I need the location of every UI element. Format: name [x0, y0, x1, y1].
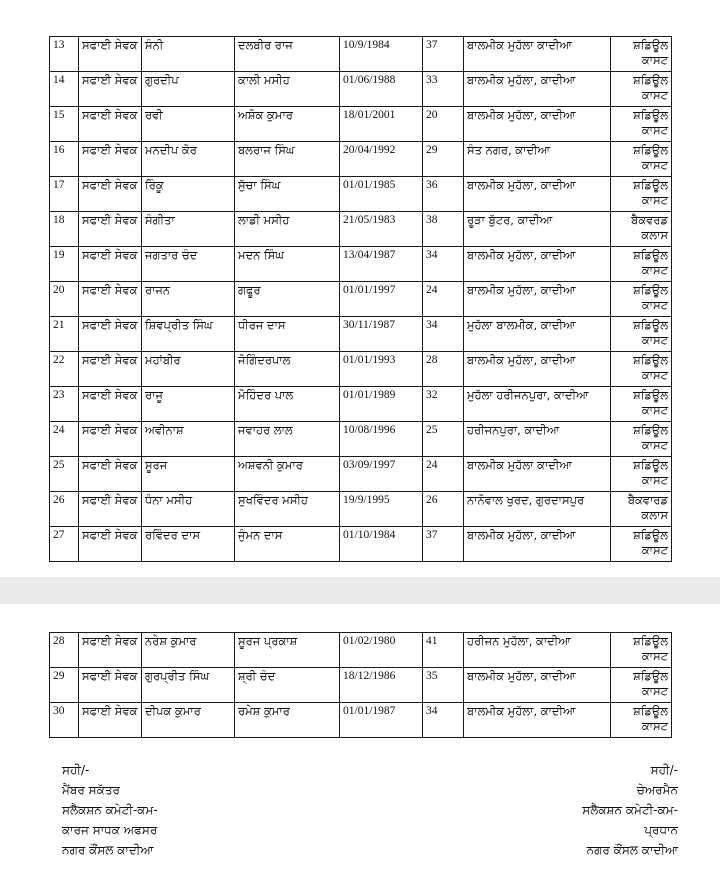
candidate-name-cell: ਗੁਰਪ੍ਰੀਤ ਸਿੰਘ — [142, 668, 235, 703]
father-name-cell: ਮਦਨ ਸਿੰਘ — [235, 247, 340, 282]
category-cell: ਬੈਕਵਾਰਡ ਕਲਾਸ — [611, 492, 672, 527]
post-cell: ਸਫਾਈ ਸੇਵਕ — [79, 107, 142, 142]
address-cell: ਮੁਹੱਲਾ ਹਰੀਜਨਪੁਰਾ, ਕਾਦੀਆ — [464, 387, 611, 422]
signature-committee: ਸਲੈਕਸ਼ਨ ਕਮੇਟੀ-ਕਮ- — [582, 803, 678, 817]
address-cell: ਬਾਲਮੀਕ ਮੁਹੱਲਾ, ਕਾਦੀਆ — [464, 282, 611, 317]
age-cell: 37 — [423, 37, 464, 72]
date-of-birth-cell: 30/11/1987 — [340, 317, 423, 352]
category-cell: ਸ਼ਡਿਊਲ ਕਾਸਟ — [611, 317, 672, 352]
date-of-birth-cell: 01/01/1985 — [340, 177, 423, 212]
signature-sd: ਸਹੀ/- — [650, 763, 678, 777]
age-cell: 33 — [423, 72, 464, 107]
father-name-cell: ਜਵਾਹਰ ਲਾਲ — [235, 422, 340, 457]
address-cell: ਰੂੜਾ ਬੁੱਟਰ, ਕਾਦੀਆ — [464, 212, 611, 247]
serial-number-cell: 26 — [50, 492, 79, 527]
post-cell: ਸਫਾਈ ਸੇਵਕ — [79, 72, 142, 107]
father-name-cell: ਧੀਰਜ ਦਾਸ — [235, 317, 340, 352]
date-of-birth-cell: 01/01/1997 — [340, 282, 423, 317]
category-cell: ਸ਼ਡਿਊਲ ਕਾਸਟ — [611, 633, 672, 668]
address-cell: ਬਾਲਮੀਕ ਮੁਹੱਲਾ, ਕਾਦੀਆ — [464, 352, 611, 387]
address-cell: ਬਾਲਮੀਕ ਮੁਹੱਲਾ, ਕਾਦੀਆ — [464, 527, 611, 562]
candidate-name-cell: ਰਵੀ — [142, 107, 235, 142]
post-cell: ਸਫਾਈ ਸੇਵਕ — [79, 633, 142, 668]
candidate-name-cell: ਦੀਪਕ ਕੁਮਾਰ — [142, 703, 235, 738]
table-row — [50, 212, 672, 247]
address-cell: ਹਰੀਜਨਪੁਰਾ, ਕਾਦੀਆ — [464, 422, 611, 457]
father-name-cell: ਜੋਗਿੰਦਰਪਾਲ — [235, 352, 340, 387]
post-cell: ਸਫਾਈ ਸੇਵਕ — [79, 387, 142, 422]
address-cell: ਬਾਲਮੀਕ ਮੁਹੱਲਾ, ਕਾਦੀਆ — [464, 177, 611, 212]
date-of-birth-cell: 01/02/1980 — [340, 633, 423, 668]
age-cell: 34 — [423, 703, 464, 738]
signature-designation: ਕਾਰਜ ਸਾਧਕ ਅਫਸਰ — [62, 823, 158, 837]
candidate-name-cell: ਸੰਨੀ — [142, 37, 235, 72]
father-name-cell: ਅਸ਼ੋਕ ਕੁਮਾਰ — [235, 107, 340, 142]
document-page-2 — [0, 604, 720, 891]
age-cell: 41 — [423, 633, 464, 668]
table-row — [50, 387, 672, 422]
post-cell: ਸਫਾਈ ਸੇਵਕ — [79, 212, 142, 247]
signature-block-member-secretary — [62, 760, 158, 860]
date-of-birth-cell: 19/9/1995 — [340, 492, 423, 527]
category-cell: ਸ਼ਡਿਊਲ ਕਾਸਟ — [611, 703, 672, 738]
table-row — [50, 72, 672, 107]
address-cell: ਬਾਲਮੀਕ ਮੁਹੱਲਾ, ਕਾਦੀਆ — [464, 247, 611, 282]
father-name-cell: ਕਾਲੀ ਮਸੀਹ — [235, 72, 340, 107]
candidate-table-body — [50, 633, 672, 738]
post-cell: ਸਫਾਈ ਸੇਵਕ — [79, 457, 142, 492]
candidate-name-cell: ਗੁਰਦੀਪ — [142, 72, 235, 107]
candidate-name-cell: ਧੰਨਾ ਮਸੀਹ — [142, 492, 235, 527]
table-row — [50, 422, 672, 457]
date-of-birth-cell: 21/05/1983 — [340, 212, 423, 247]
serial-number-cell: 29 — [50, 668, 79, 703]
serial-number-cell: 21 — [50, 317, 79, 352]
table-row — [50, 282, 672, 317]
father-name-cell: ਰਮੇਸ਼ ਕੁਮਾਰ — [235, 703, 340, 738]
father-name-cell: ਸੁੱਚਾ ਸਿੰਘ — [235, 177, 340, 212]
post-cell: ਸਫਾਈ ਸੇਵਕ — [79, 703, 142, 738]
age-cell: 36 — [423, 177, 464, 212]
category-cell: ਸ਼ਡਿਊਲ ਕਾਸਟ — [611, 142, 672, 177]
address-cell: ਮੁਹੱਲਾ ਬਾਲਮੀਕ, ਕਾਦੀਆ — [464, 317, 611, 352]
candidate-name-cell: ਜਗਤਾਰ ਚੰਦ — [142, 247, 235, 282]
serial-number-cell: 27 — [50, 527, 79, 562]
date-of-birth-cell: 01/01/1989 — [340, 387, 423, 422]
post-cell: ਸਫਾਈ ਸੇਵਕ — [79, 37, 142, 72]
table-row — [50, 527, 672, 562]
father-name-cell: ਦਲਬੀਰ ਰਾਜ — [235, 37, 340, 72]
post-cell: ਸਫਾਈ ਸੇਵਕ — [79, 177, 142, 212]
category-cell: ਸ਼ਡਿਊਲ ਕਾਸਟ — [611, 352, 672, 387]
serial-number-cell: 22 — [50, 352, 79, 387]
father-name-cell: ਗਫੂਰ — [235, 282, 340, 317]
address-cell: ਨਾਨੋਵਾਲ ਖੁਰਦ, ਗੁਰਦਾਸਪੁਰ — [464, 492, 611, 527]
date-of-birth-cell: 01/01/1993 — [340, 352, 423, 387]
post-cell: ਸਫਾਈ ਸੇਵਕ — [79, 142, 142, 177]
age-cell: 32 — [423, 387, 464, 422]
candidate-name-cell: ਮਹਾਂਬੀਰ — [142, 352, 235, 387]
category-cell: ਸ਼ਡਿਊਲ ਕਾਸਟ — [611, 457, 672, 492]
candidate-name-cell: ਨਰੇਸ਼ ਕੁਮਾਰ — [142, 633, 235, 668]
address-cell: ਸੰਤ ਨਗਰ, ਕਾਦੀਆ — [464, 142, 611, 177]
post-cell: ਸਫਾਈ ਸੇਵਕ — [79, 317, 142, 352]
date-of-birth-cell: 18/01/2001 — [340, 107, 423, 142]
serial-number-cell: 28 — [50, 633, 79, 668]
date-of-birth-cell: 10/08/1996 — [340, 422, 423, 457]
post-cell: ਸਫਾਈ ਸੇਵਕ — [79, 527, 142, 562]
table-row — [50, 668, 672, 703]
age-cell: 24 — [423, 282, 464, 317]
candidate-name-cell: ਰਾਜਨ — [142, 282, 235, 317]
table-row — [50, 107, 672, 142]
post-cell: ਸਫਾਈ ਸੇਵਕ — [79, 352, 142, 387]
category-cell: ਸ਼ਡਿਊਲ ਕਾਸਟ — [611, 37, 672, 72]
category-cell: ਸ਼ਡਿਊਲ ਕਾਸਟ — [611, 527, 672, 562]
signature-office: ਨਗਰ ਕੌਂਸਲ ਕਾਦੀਆ — [62, 843, 154, 857]
table-row — [50, 317, 672, 352]
candidate-table — [49, 36, 672, 562]
father-name-cell: ਬਲਰਾਜ ਸਿੰਘ — [235, 142, 340, 177]
date-of-birth-cell: 13/04/1987 — [340, 247, 423, 282]
category-cell: ਸ਼ਡਿਊਲ ਕਾਸਟ — [611, 107, 672, 142]
serial-number-cell: 20 — [50, 282, 79, 317]
serial-number-cell: 24 — [50, 422, 79, 457]
father-name-cell: ਮੋਹਿੰਦਰ ਪਾਲ — [235, 387, 340, 422]
candidate-name-cell: ਰਾਜੂ — [142, 387, 235, 422]
table-row — [50, 142, 672, 177]
category-cell: ਸ਼ਡਿਊਲ ਕਾਸਟ — [611, 668, 672, 703]
father-name-cell: ਸ਼੍ਰੀ ਚੰਦ — [235, 668, 340, 703]
candidate-table-body — [50, 37, 672, 562]
serial-number-cell: 15 — [50, 107, 79, 142]
category-cell: ਸ਼ਡਿਊਲ ਕਾਸਟ — [611, 282, 672, 317]
post-cell: ਸਫਾਈ ਸੇਵਕ — [79, 282, 142, 317]
table-row — [50, 633, 672, 668]
candidate-name-cell: ਰਵਿੰਦਰ ਦਾਸ — [142, 527, 235, 562]
address-cell: ਬਾਲਮੀਕ ਮੁਹੱਲਾ, ਕਾਦੀਆ — [464, 107, 611, 142]
candidate-name-cell: ਅਵੀਨਾਸ਼ — [142, 422, 235, 457]
post-cell: ਸਫਾਈ ਸੇਵਕ — [79, 422, 142, 457]
category-cell: ਸ਼ਡਿਊਲ ਕਾਸਟ — [611, 177, 672, 212]
category-cell: ਸ਼ਡਿਊਲ ਕਾਸਟ — [611, 247, 672, 282]
post-cell: ਸਫਾਈ ਸੇਵਕ — [79, 247, 142, 282]
category-cell: ਸ਼ਡਿਊਲ ਕਾਸਟ — [611, 72, 672, 107]
father-name-cell: ਜੁੰਮਨ ਦਾਸ — [235, 527, 340, 562]
age-cell: 34 — [423, 317, 464, 352]
signature-sd: ਸਹੀ/- — [62, 763, 90, 777]
age-cell: 20 — [423, 107, 464, 142]
father-name-cell: ਲਾਡੀ ਮਸੀਹ — [235, 212, 340, 247]
table-row — [50, 177, 672, 212]
candidate-name-cell: ਸੂਰਜ — [142, 457, 235, 492]
post-cell: ਸਫਾਈ ਸੇਵਕ — [79, 668, 142, 703]
date-of-birth-cell: 01/01/1987 — [340, 703, 423, 738]
age-cell: 28 — [423, 352, 464, 387]
signature-title: ਮੈਂਬਰ ਸਕੱਤਰ — [62, 783, 120, 797]
age-cell: 37 — [423, 527, 464, 562]
table-row — [50, 247, 672, 282]
table-row — [50, 703, 672, 738]
candidate-name-cell: ਸੰਗੀਤਾ — [142, 212, 235, 247]
age-cell: 38 — [423, 212, 464, 247]
date-of-birth-cell: 18/12/1986 — [340, 668, 423, 703]
address-cell: ਬਾਲਮੀਕ ਮੁਹੱਲਾ ਕਾਦੀਆ — [464, 457, 611, 492]
age-cell: 34 — [423, 247, 464, 282]
candidate-name-cell: ਸ਼ਿਵਪ੍ਰੀਤ ਸਿੰਘ — [142, 317, 235, 352]
age-cell: 35 — [423, 668, 464, 703]
table-row — [50, 352, 672, 387]
father-name-cell: ਅਸ਼ਵਨੀ ਕੁਮਾਰ — [235, 457, 340, 492]
table-row — [50, 457, 672, 492]
category-cell: ਬੈਕਵਰਡ ਕਲਾਸ — [611, 212, 672, 247]
signature-committee: ਸਲੈਕਸ਼ਨ ਕਮੇਟੀ-ਕਮ- — [62, 803, 158, 817]
address-cell: ਬਾਲਮੀਕ ਮੁਹੱਲਾ ਕਾਦੀਆ — [464, 37, 611, 72]
father-name-cell: ਸੁਖਵਿੰਦਰ ਮਸੀਹ — [235, 492, 340, 527]
date-of-birth-cell: 20/04/1992 — [340, 142, 423, 177]
serial-number-cell: 14 — [50, 72, 79, 107]
address-cell: ਬਾਲਮੀਕ ਮੁਹੱਲਾ, ਕਾਦੀਆ — [464, 668, 611, 703]
serial-number-cell: 13 — [50, 37, 79, 72]
age-cell: 26 — [423, 492, 464, 527]
candidate-name-cell: ਰਿੰਕੂ — [142, 177, 235, 212]
serial-number-cell: 30 — [50, 703, 79, 738]
candidate-table-continued — [49, 632, 672, 738]
signature-title: ਚੇਅਰਮੈਨ — [636, 783, 678, 797]
post-cell: ਸਫਾਈ ਸੇਵਕ — [79, 492, 142, 527]
date-of-birth-cell: 01/10/1984 — [340, 527, 423, 562]
serial-number-cell: 18 — [50, 212, 79, 247]
category-cell: ਸ਼ਡਿਊਲ ਕਾਸਟ — [611, 422, 672, 457]
table-row — [50, 37, 672, 72]
date-of-birth-cell: 01/06/1988 — [340, 72, 423, 107]
serial-number-cell: 16 — [50, 142, 79, 177]
address-cell: ਬਾਲਮੀਕ ਮੁਹੱਲਾ, ਕਾਦੀਆ — [464, 703, 611, 738]
serial-number-cell: 23 — [50, 387, 79, 422]
age-cell: 29 — [423, 142, 464, 177]
signature-block-chairman — [582, 760, 678, 860]
address-cell: ਹਰੀਜਨ ਮੁਹੱਲਾ, ਕਾਦੀਆ — [464, 633, 611, 668]
category-cell: ਸ਼ਡਿਊਲ ਕਾਸਟ — [611, 387, 672, 422]
age-cell: 25 — [423, 422, 464, 457]
serial-number-cell: 17 — [50, 177, 79, 212]
age-cell: 24 — [423, 457, 464, 492]
signature-designation: ਪ੍ਰਧਾਨ — [644, 823, 678, 837]
father-name-cell: ਸੂਰਜ ਪ੍ਰਕਾਸ਼ — [235, 633, 340, 668]
date-of-birth-cell: 10/9/1984 — [340, 37, 423, 72]
candidate-name-cell: ਮਨਦੀਪ ਕੋਰ — [142, 142, 235, 177]
table-row — [50, 492, 672, 527]
serial-number-cell: 19 — [50, 247, 79, 282]
address-cell: ਬਾਲਮੀਕ ਮੁਹੱਲਾ, ਕਾਦੀਆ — [464, 72, 611, 107]
signature-office: ਨਗਰ ਕੌਂਸਲ ਕਾਦੀਆ — [586, 843, 678, 857]
date-of-birth-cell: 03/09/1997 — [340, 457, 423, 492]
serial-number-cell: 25 — [50, 457, 79, 492]
